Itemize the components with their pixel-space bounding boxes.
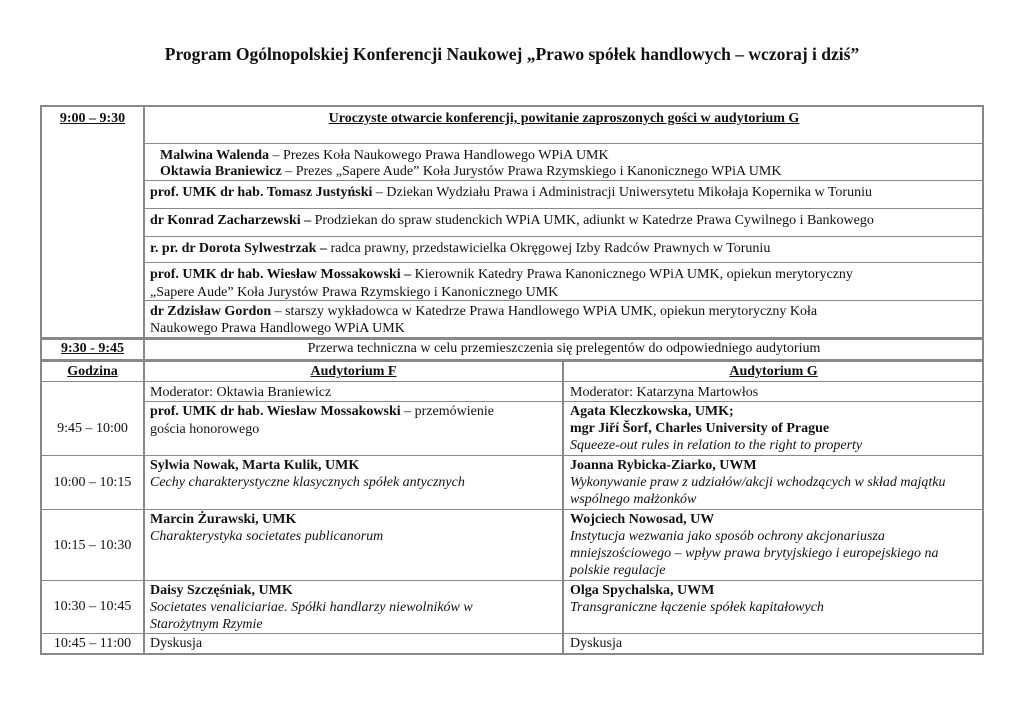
opening-heading: Uroczyste otwarcie konferencji, powitanie zaproszonych gości w audytorium G bbox=[328, 111, 800, 126]
row-divider bbox=[42, 509, 984, 510]
row-f-speaker: Marcin Żurawski, UMK bbox=[150, 512, 297, 527]
row-g-topic: mniejszościowego – wpływ prawa brytyjskiego i europejskiego na bbox=[570, 546, 939, 561]
break-time: 9:30 - 9:45 bbox=[61, 341, 124, 356]
header-divider bbox=[42, 381, 984, 382]
speaker-line: r. pr. dr Dorota Sylwestrzak – radca prawny, przedstawicielka Okręgowej Izby Radców Prawnych w Toruniu bbox=[150, 241, 771, 256]
row-g-topic: Wykonywanie praw z udziałów/akcji wchodzących w skład majątku bbox=[570, 475, 946, 490]
row-f-topic: Societates venaliciariae. Spółki handlarzy niewolników w bbox=[150, 600, 473, 615]
row-f-speaker: Daisy Szczęśniak, UMK bbox=[150, 583, 293, 598]
speaker-line-cont: „Sapere Aude” Koła Jurystów Prawa Rzymskiego i Kanonicznego UMK bbox=[150, 285, 559, 300]
row-divider bbox=[145, 143, 983, 144]
row-g-topic: Instytucja wezwania jako sposób ochrony akcjonariusza bbox=[570, 529, 885, 544]
row-f-speaker: Sylwia Nowak, Marta Kulik, UMK bbox=[150, 458, 360, 473]
break-text: Przerwa techniczna w celu przemieszczenia się prelegentów do odpowiedniego audytorium bbox=[307, 341, 821, 356]
speaker-line: Oktawia Braniewicz – Prezes „Sapere Aude” Koła Jurystów Prawa Rzymskiego i Kanonicznego WPiA UMK bbox=[160, 164, 782, 179]
row-f-line: prof. UMK dr hab. Wiesław Mossakowski – przemówienie bbox=[150, 404, 494, 419]
opening-time: 9:00 – 9:30 bbox=[59, 111, 126, 126]
page-title: Program Ogólnopolskiej Konferencji Naukowej „Prawo spółek handlowych – wczoraj i dziś” bbox=[164, 44, 860, 64]
row-divider bbox=[145, 262, 983, 263]
speaker-line: prof. UMK dr hab. Tomasz Justyński – Dziekan Wydziału Prawa i Administracji Uniwersytetu Mikołaja Kopernika w Toruniu bbox=[150, 185, 872, 200]
row-g-speaker: Wojciech Nowosad, UW bbox=[570, 512, 715, 527]
row-time: 10:15 – 10:30 bbox=[53, 538, 132, 553]
header-auditorium-f: Audytorium F bbox=[310, 364, 397, 379]
speaker-line-cont: Naukowego Prawa Handlowego WPiA UMK bbox=[150, 321, 405, 336]
row-divider bbox=[42, 580, 984, 581]
speaker-line: dr Zdzisław Gordon – starszy wykładowca w Katedrze Prawa Handlowego WPiA UMK, opiekun merytoryczny Koła bbox=[150, 304, 818, 319]
row-g-topic: Transgraniczne łączenie spółek kapitałowych bbox=[570, 600, 824, 615]
row-f-topic: Charakterystyka societates publicanorum bbox=[150, 529, 384, 544]
header-time: Godzina bbox=[67, 364, 118, 379]
row-g-speaker: Olga Spychalska, UWM bbox=[570, 583, 715, 598]
row-g-discussion: Dyskusja bbox=[570, 636, 623, 651]
row-g-speaker: Joanna Rybicka-Ziarko, UWM bbox=[570, 458, 757, 473]
speaker-line: dr Konrad Zacharzewski – Prodziekan do spraw studenckich WPiA UMK, adiunkt w Katedrze Prawa Cywilnego i Bankowego bbox=[150, 213, 874, 228]
row-g-speaker: Agata Kleczkowska, UMK; bbox=[570, 404, 734, 419]
row-f-line: gościa honorowego bbox=[150, 422, 260, 437]
time-column-divider-bottom bbox=[143, 362, 145, 654]
row-f-topic: Starożytnym Rzymie bbox=[150, 617, 263, 632]
row-g-topic: Squeeze-out rules in relation to the right to property bbox=[570, 438, 863, 453]
row-divider bbox=[145, 236, 983, 237]
auditorium-column-divider bbox=[562, 362, 564, 654]
row-time: 9:45 – 10:00 bbox=[57, 421, 128, 436]
row-f-topic: Cechy charakterystyczne klasycznych spółek antycznych bbox=[150, 475, 465, 490]
row-time: 10:00 – 10:15 bbox=[53, 475, 132, 490]
row-divider bbox=[42, 455, 984, 456]
header-auditorium-g: Audytorium G bbox=[729, 364, 818, 379]
row-divider bbox=[145, 208, 983, 209]
speaker-line: prof. UMK dr hab. Wiesław Mossakowski – Kierownik Katedry Prawa Kanonicznego WPiA UMK, opiekun merytoryczny bbox=[150, 267, 853, 282]
row-g-topic: wspólnego małżonków bbox=[570, 492, 697, 507]
time-column-divider-top bbox=[143, 106, 145, 362]
row-f-discussion: Dyskusja bbox=[150, 636, 203, 651]
section-divider bbox=[42, 359, 984, 362]
row-g-topic: polskie regulacje bbox=[570, 563, 666, 578]
row-time: 10:30 – 10:45 bbox=[53, 599, 132, 614]
speaker-line: Malwina Walenda – Prezes Koła Naukowego Prawa Handlowego WPiA UMK bbox=[160, 148, 609, 163]
row-time: 10:45 – 11:00 bbox=[53, 636, 132, 651]
moderator-g: Moderator: Katarzyna Martowłos bbox=[570, 385, 759, 400]
row-g-speaker: mgr Jiří Šorf, Charles University of Prague bbox=[570, 421, 830, 436]
moderator-f: Moderator: Oktawia Braniewicz bbox=[150, 385, 332, 400]
